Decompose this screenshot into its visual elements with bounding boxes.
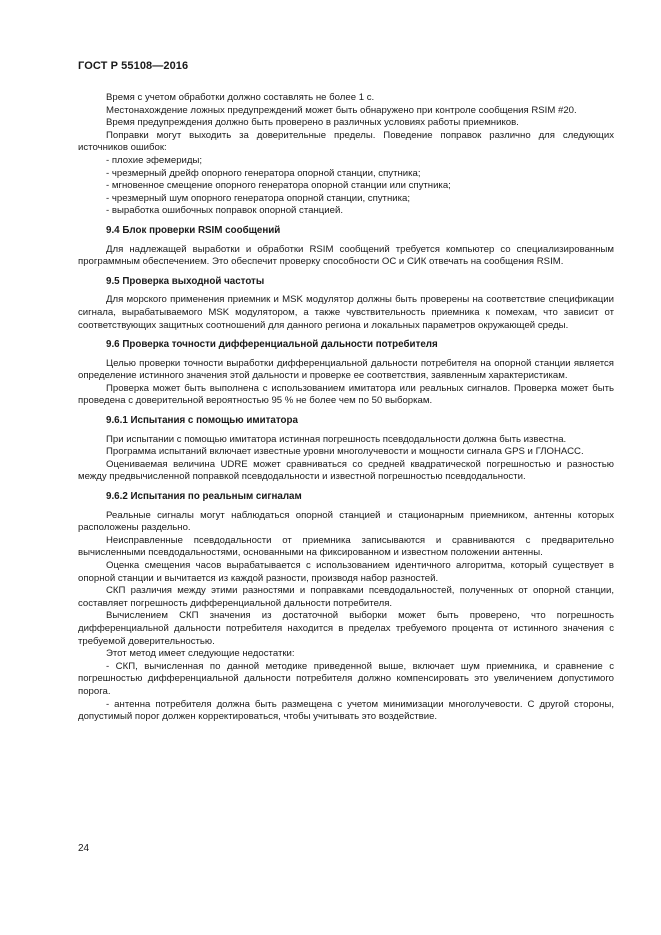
paragraph: Местонахождение ложных предупреждений может быть обнаружено при контроле сообщения RSIM #20. — [106, 104, 577, 116]
paragraph: Время с учетом обработки должно составлять не более 1 с. — [106, 92, 375, 103]
paragraph: - СКП, вычисленная по данной методике приведенной выше, включает шум приемника, и сравнение с погрешностью дифференциальной дальности потребителя должно компенсировать это увеличением допустимого порога. — [78, 660, 614, 697]
document-id: ГОСТ Р 55108—2016 — [78, 60, 189, 72]
paragraph: Программа испытаний включает известные уровни многолучевости и мощности сигнала GPS и ГЛОНАСС. — [106, 446, 584, 458]
paragraph: СКП различия между этими разностями и поправками псевдодальностей, полученных от опорной станции, составляет погрешность дифференциальной дальности потребителя. — [78, 585, 614, 609]
section-heading: 9.4 Блок проверки RSIM сообщений — [106, 224, 281, 236]
paragraph: Неисправленные псевдодальности от приемника записываются и сравниваются с предварительно вычисленными псевдодальностями, основанными на фиксированном и известном положении антенны. — [78, 534, 614, 559]
section-heading: 9.5 Проверка выходной частоты — [106, 275, 265, 287]
paragraph: Этот метод имеет следующие недостатки: — [106, 648, 295, 660]
paragraph: Реальные сигналы могут наблюдаться опорной станцией и стационарным приемником, антенны которых расположены раздельно. — [78, 509, 614, 534]
paragraph: Проверка может быть выполнена с использованием имитатора или реальных сигналов. Проверка может быть проведена с доверительной вероятностью 95 % не более чем по 50 выборкам. — [78, 382, 614, 407]
list-item: - выработка ошибочных поправок опорной станцией. — [106, 205, 343, 217]
list-item: - чрезмерный шум опорного генератора опорной станции, спутника; — [106, 192, 411, 204]
paragraph: Оценка смещения часов вырабатывается с использованием идентичного алгоритма, который существует в опорной станции и вычитается из каждой разности, производя набор разностей. — [78, 560, 614, 584]
list-item: - плохие эфемериды; — [106, 154, 203, 166]
page-number: 24 — [78, 843, 90, 854]
list-item: - мгновенное смещение опорного генератора опорной станции или спутника; — [106, 180, 451, 192]
paragraph: Целью проверки точности выработки дифференциальной дальности потребителя на опорной станции является определение истинного значения этой дальности и проверке ее соответствия, заявленным характеристикам. — [78, 357, 614, 382]
paragraph: Время предупреждения должно быть проверено в различных условиях работы приемников. — [106, 117, 519, 129]
paragraph: Оцениваемая величина UDRE может сравниваться со средней квадратической погрешностью и разностью между предвычисленной поправкой псевдодальности и известной погрешностью псевдодальности. — [78, 458, 614, 483]
section-heading: 9.6.2 Испытания по реальным сигналам — [106, 491, 302, 503]
paragraph: При испытании с помощью имитатора истинная погрешность псевдодальности должна быть известна. — [106, 433, 567, 445]
document-body — [78, 92, 614, 724]
paragraph: - антенна потребителя должна быть размещена с учетом минимизации многолучевости. С другой стороны, допустимый порог должен корректироваться, чтобы учитывать это воздействие. — [78, 698, 614, 723]
paragraph: Вычислением СКП значения из достаточной выборки может быть проверено, что погрешность дифференциальной дальности потребителя находится в пределах требуемого процента от истинного значения с требуемой доверительностью. — [78, 610, 614, 647]
paragraph: Для надлежащей выработки и обработки RSIM сообщений требуется компьютер со специализированным программным обеспечением. Это обеспечит проверку способности ОС и СИК отвечать на сообщения RSIM. — [78, 243, 614, 268]
list-item: - чрезмерный дрейф опорного генератора опорной станции, спутника; — [106, 167, 421, 179]
paragraph: Для морского применения приемник и MSK модулятор должны быть проверены на соответствие спецификации сигнала, вырабатываемого MSK модулятором, а также чувствительность приемника к помехам, что зависит от соответствующих защитных соотношений для данного региона и локальных параметров окружающей среды. — [78, 294, 614, 331]
section-heading: 9.6 Проверка точности дифференциальной дальности потребителя — [106, 339, 438, 351]
section-heading: 9.6.1 Испытания с помощью имитатора — [106, 415, 298, 427]
paragraph: Поправки могут выходить за доверительные пределы. Поведение поправок различно для следующих источников ошибок: — [78, 129, 614, 154]
